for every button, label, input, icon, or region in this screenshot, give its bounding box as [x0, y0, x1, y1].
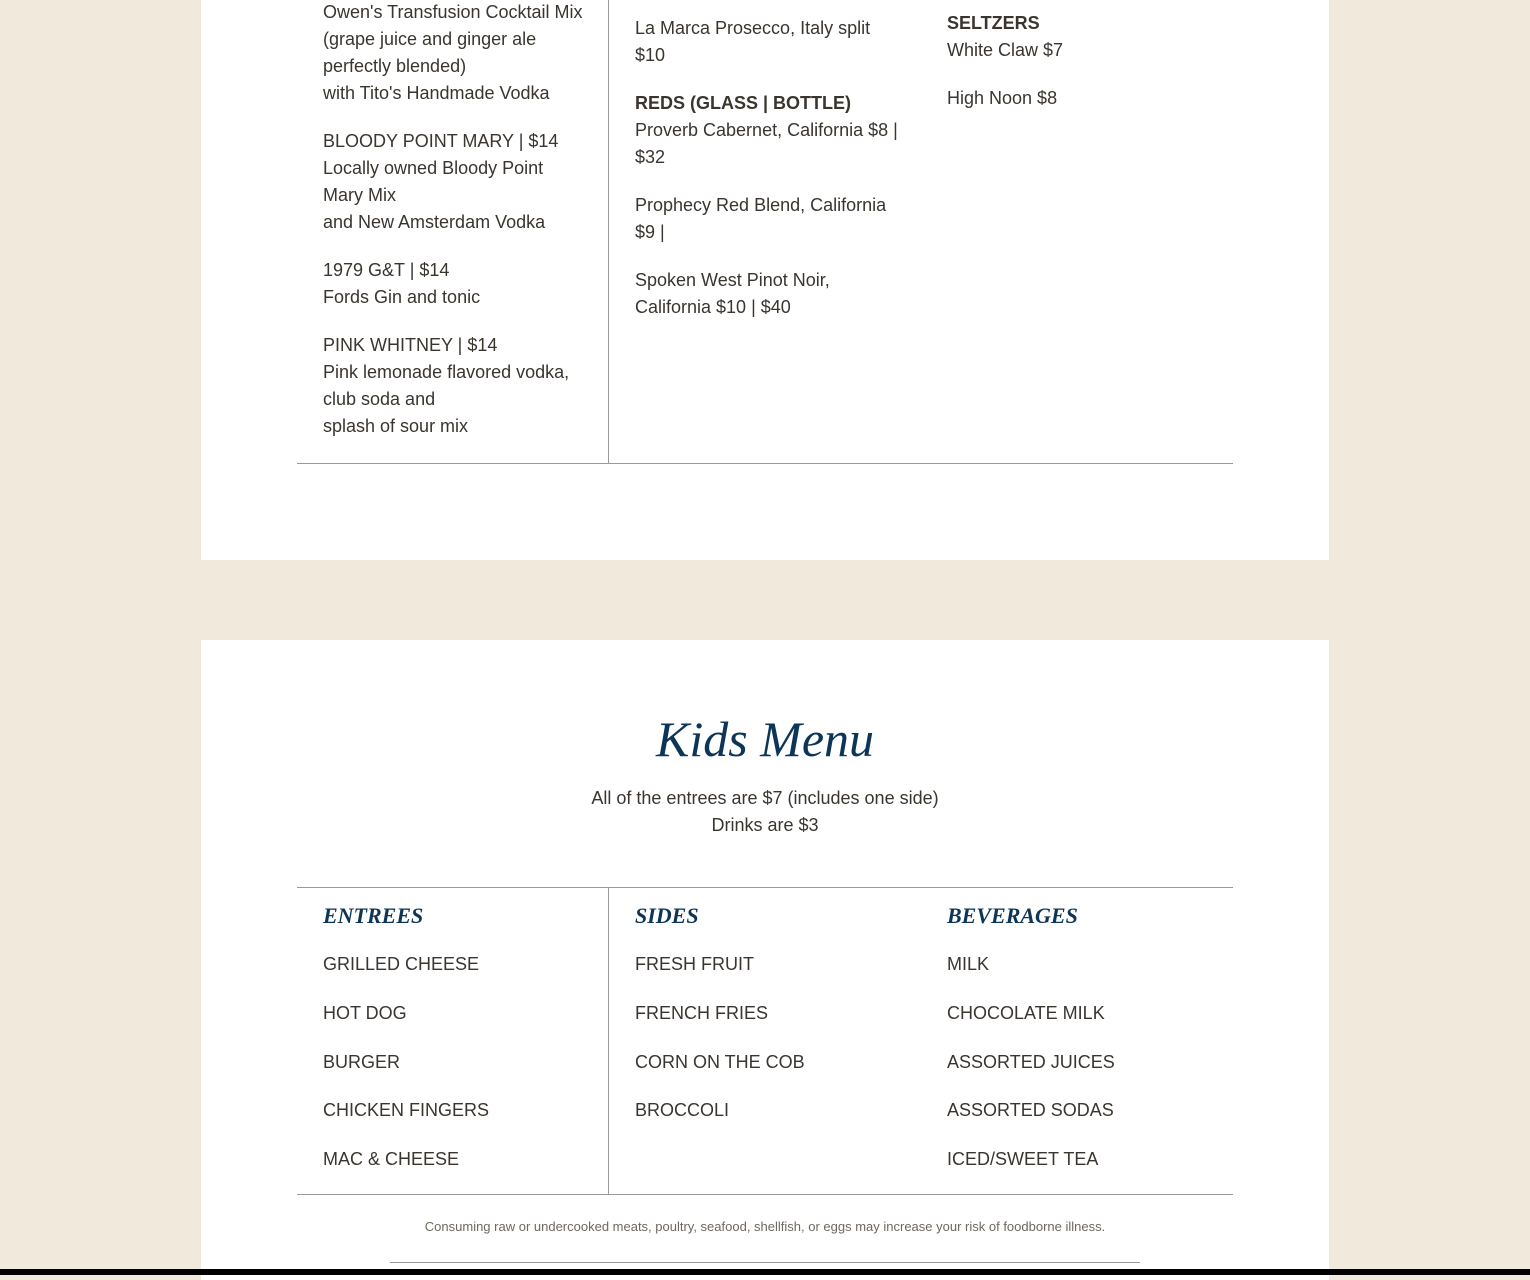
cocktail-item-line: and New Amsterdam Vodka: [323, 212, 546, 232]
beverage-item: CHOCOLATE MILK: [947, 1002, 1105, 1023]
cocktail-item-line: (grape juice and ginger ale: [323, 29, 537, 49]
reds-section: [635, 90, 915, 321]
cocktail-item: [323, 0, 593, 107]
kids-desc-line: Drinks are $3: [711, 815, 819, 835]
cocktail-item: [323, 332, 593, 440]
red-wine-item-line: Prophecy Red Blend, California: [635, 195, 887, 215]
cocktail-item: [323, 128, 593, 236]
side-item: FRENCH FRIES: [635, 1002, 769, 1023]
column-divider: [608, 0, 609, 463]
cocktail-item-line: 1979 G&T | $14: [323, 260, 450, 280]
red-wine-item-line: $9 |: [635, 222, 665, 242]
footer-divider: [390, 1262, 1140, 1263]
side-item: BROCCOLI: [635, 1100, 730, 1121]
beverage-item: ASSORTED JUICES: [947, 1051, 1115, 1072]
seltzers-heading: SELTZERS: [947, 13, 1040, 33]
wine-item-prosecco: [635, 15, 915, 69]
bottom-edge-bar: [0, 1269, 1530, 1275]
red-wine-item-line: $32: [635, 147, 666, 167]
red-wine-item: [635, 267, 915, 321]
kids-menu-description: [201, 785, 1329, 839]
seltzer-item: White Claw $7: [947, 40, 1064, 60]
side-item: CORN ON THE COB: [635, 1051, 805, 1072]
seltzer-item: High Noon $8: [947, 88, 1058, 108]
cocktail-item-line: BLOODY POINT MARY | $14: [323, 131, 559, 151]
beverage-item: ICED/SWEET TEA: [947, 1149, 1099, 1169]
cocktails-column: [323, 0, 593, 461]
kids-grid: [297, 887, 1233, 1195]
entrees-heading: ENTREES: [323, 903, 424, 928]
entree-item: HOT DOG: [323, 1002, 407, 1023]
beverage-item: ASSORTED SODAS: [947, 1100, 1114, 1121]
red-wine-item: [635, 117, 915, 171]
entree-item: MAC & CHEESE: [323, 1149, 460, 1169]
entree-item: CHICKEN FINGERS: [323, 1100, 490, 1121]
beverage-item: MILK: [947, 954, 990, 974]
cocktail-item: [323, 257, 593, 311]
cocktail-item-line: PINK WHITNEY | $14: [323, 335, 498, 355]
red-wine-item-line: California $10 | $40: [635, 297, 791, 317]
red-wine-item: [635, 192, 915, 246]
beverages-heading: BEVERAGES: [947, 903, 1078, 928]
side-item: FRESH FRUIT: [635, 954, 754, 974]
cocktail-item-line: Owen's Transfusion Cocktail Mix: [323, 2, 583, 22]
cocktail-item-line: with Tito's Handmade Vodka: [323, 83, 550, 103]
cocktail-item-line: perfectly blended): [323, 56, 467, 76]
column-divider: [608, 888, 609, 1194]
cocktail-item-line: Fords Gin and tonic: [323, 287, 481, 307]
entree-item: BURGER: [323, 1051, 401, 1072]
cocktail-item-line: splash of sour mix: [323, 416, 469, 436]
seltzers-column: [947, 10, 1227, 112]
entree-item: GRILLED CHEESE: [323, 954, 480, 974]
cocktail-item-line: Locally owned Bloody Point: [323, 158, 544, 178]
kids-menu-title: Kids Menu: [655, 711, 875, 767]
reds-list: [635, 117, 915, 321]
wine-line: La Marca Prosecco, Italy split: [635, 18, 871, 38]
reds-heading: REDS (GLASS | BOTTLE): [635, 93, 852, 113]
foodborne-illness-disclaimer: Consuming raw or undercooked meats, poultry, seafood, shellfish, or eggs may increase your risk of foodborne illness.: [424, 1219, 1106, 1234]
drinks-grid: [297, 0, 1233, 464]
red-wine-item-line: Proverb Cabernet, California $8 |: [635, 120, 898, 140]
sides-heading: SIDES: [635, 903, 699, 928]
red-wine-item-line: Spoken West Pinot Noir,: [635, 270, 830, 290]
kids-desc-line: All of the entrees are $7 (includes one side): [591, 788, 939, 808]
wine-line: $10: [635, 45, 666, 65]
cocktail-item-line: club soda and: [323, 389, 436, 409]
wine-column: [635, 15, 915, 342]
cocktail-item-line: Pink lemonade flavored vodka,: [323, 362, 570, 382]
cocktail-item-line: Mary Mix: [323, 185, 396, 205]
